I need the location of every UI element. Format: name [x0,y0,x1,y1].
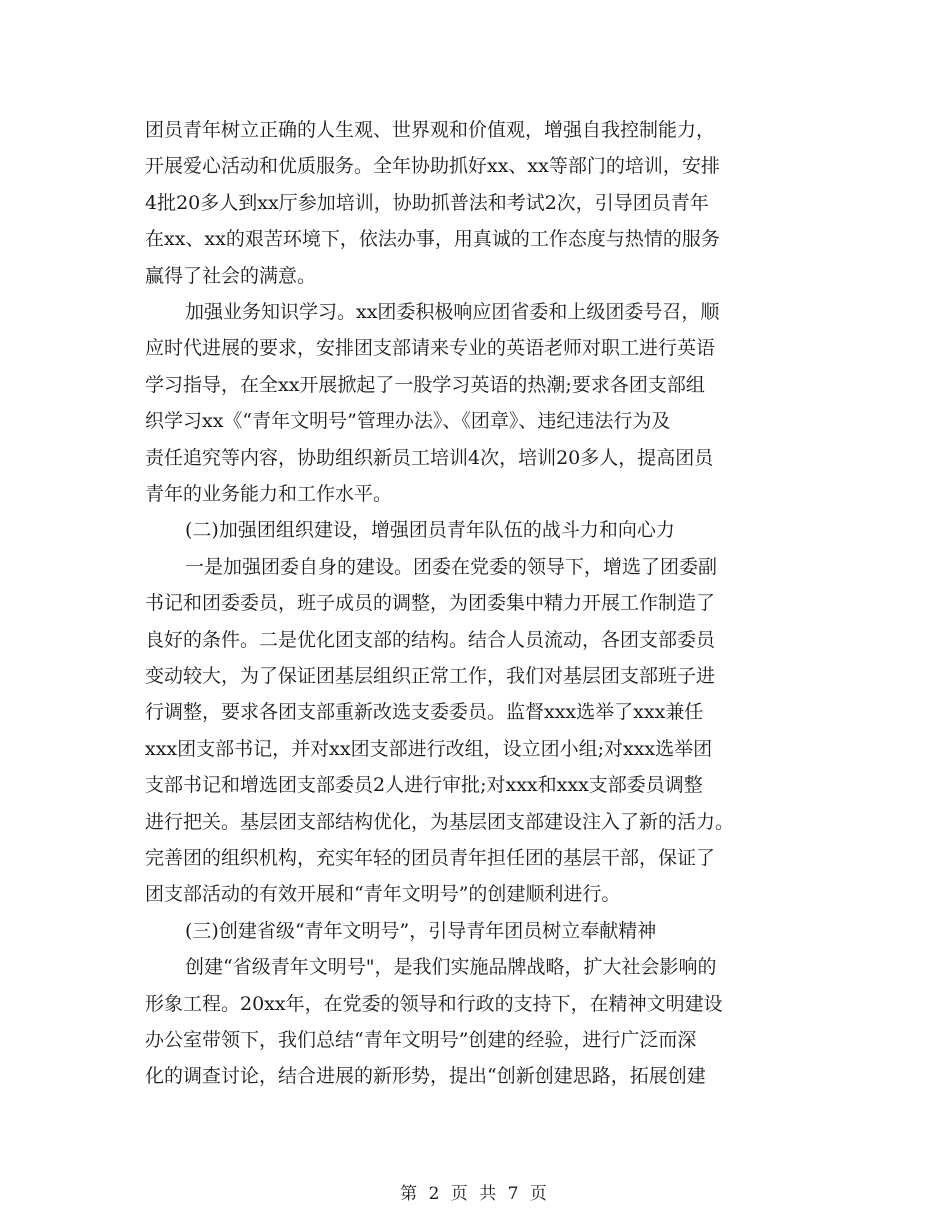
text-line: 在xx、xx的艰苦环境下，依法办事，用真诚的工作态度与热情的服务 [145,228,720,251]
text-line: 责任追究等内容，协助组织新员工培训4次，培训20多人，提高团员 [145,446,714,469]
text-line: 赢得了社会的满意。 [145,264,317,287]
text-line: 形象工程。20xx年，在党委的领导和行政的支持下，在精神文明建设 [145,992,723,1015]
text-line: 开展爱心活动和优质服务。全年协助抓好xx、xx等部门的培训，安排 [145,155,720,178]
text-line: 进行把关。基层团支部结构优化，为基层团支部建设注入了新的活力。 [145,810,735,833]
text-line: 青年的业务能力和工作水平。 [145,483,393,505]
text-line: 行调整，要求各团支部重新改选支委委员。监督xxx选举了xxx兼任 [145,701,704,724]
text-line: 应时代进展的要求，安排团支部请来专业的英语老师对职工进行英语 [145,337,716,360]
text-line: 良好的条件。二是优化团支部的结构。结合人员流动，各团支部委员 [145,628,716,651]
text-line: (三)创建省级“青年文明号”，引导青年团员树立奉献精神 [185,919,657,942]
text-line: 加强业务知识学习。xx团委积极响应团省委和上级团委号召，顺 [185,301,720,323]
page-number-footer: 第 2 页 共 7 页 [400,1184,550,1204]
text-line: 创建“省级青年文明号"，是我们实施品牌战略，扩大社会影响的 [185,956,717,979]
text-line: 支部书记和增选团支部委员2人进行审批;对xxx和xxx支部委员调整 [145,774,703,797]
text-line: 完善团的组织机构，充实年轻的团员青年担任团的基层干部，保证了 [145,847,716,869]
text-line: 一是加强团委自身的建设。团委在党委的领导下，增选了团委副 [185,555,718,578]
text-line: 团员青年树立正确的人生观、世界观和价值观，增强自我控制能力， [145,119,716,141]
text-line: 变动较大，为了保证团基层组织正常工作，我们对基层团支部班子进 [145,665,716,687]
text-line: 4批20多人到xx厅参加培训，协助抓普法和考试2次，引导团员青年 [145,191,709,214]
text-line: 织学习xx《“青年文明号”管理办法》、《团章》、违纪违法行为及 [145,410,671,433]
text-line: xxx团支部书记，并对xx团支部进行改组，设立团小组;对xxx选举团 [145,737,713,760]
text-line: (二)加强团组织建设，增强团员青年队伍的战斗力和向心力 [185,519,675,542]
text-line: 学习指导，在全xx开展掀起了一股学习英语的热潮;要求各团支部组 [145,373,705,396]
text-line: 化的调查讨论，结合进展的新形势，提出“创新创建思路，拓展创建 [145,1065,706,1088]
text-line: 办公室带领下，我们总结“青年文明号”创建的经验，进行广泛而深 [145,1029,697,1051]
text-line: 书记和团委委员，班子成员的调整，为团委集中精力开展工作制造了 [145,592,716,615]
text-line: 团支部活动的有效开展和“青年文明号”的创建顺利进行。 [145,883,621,906]
